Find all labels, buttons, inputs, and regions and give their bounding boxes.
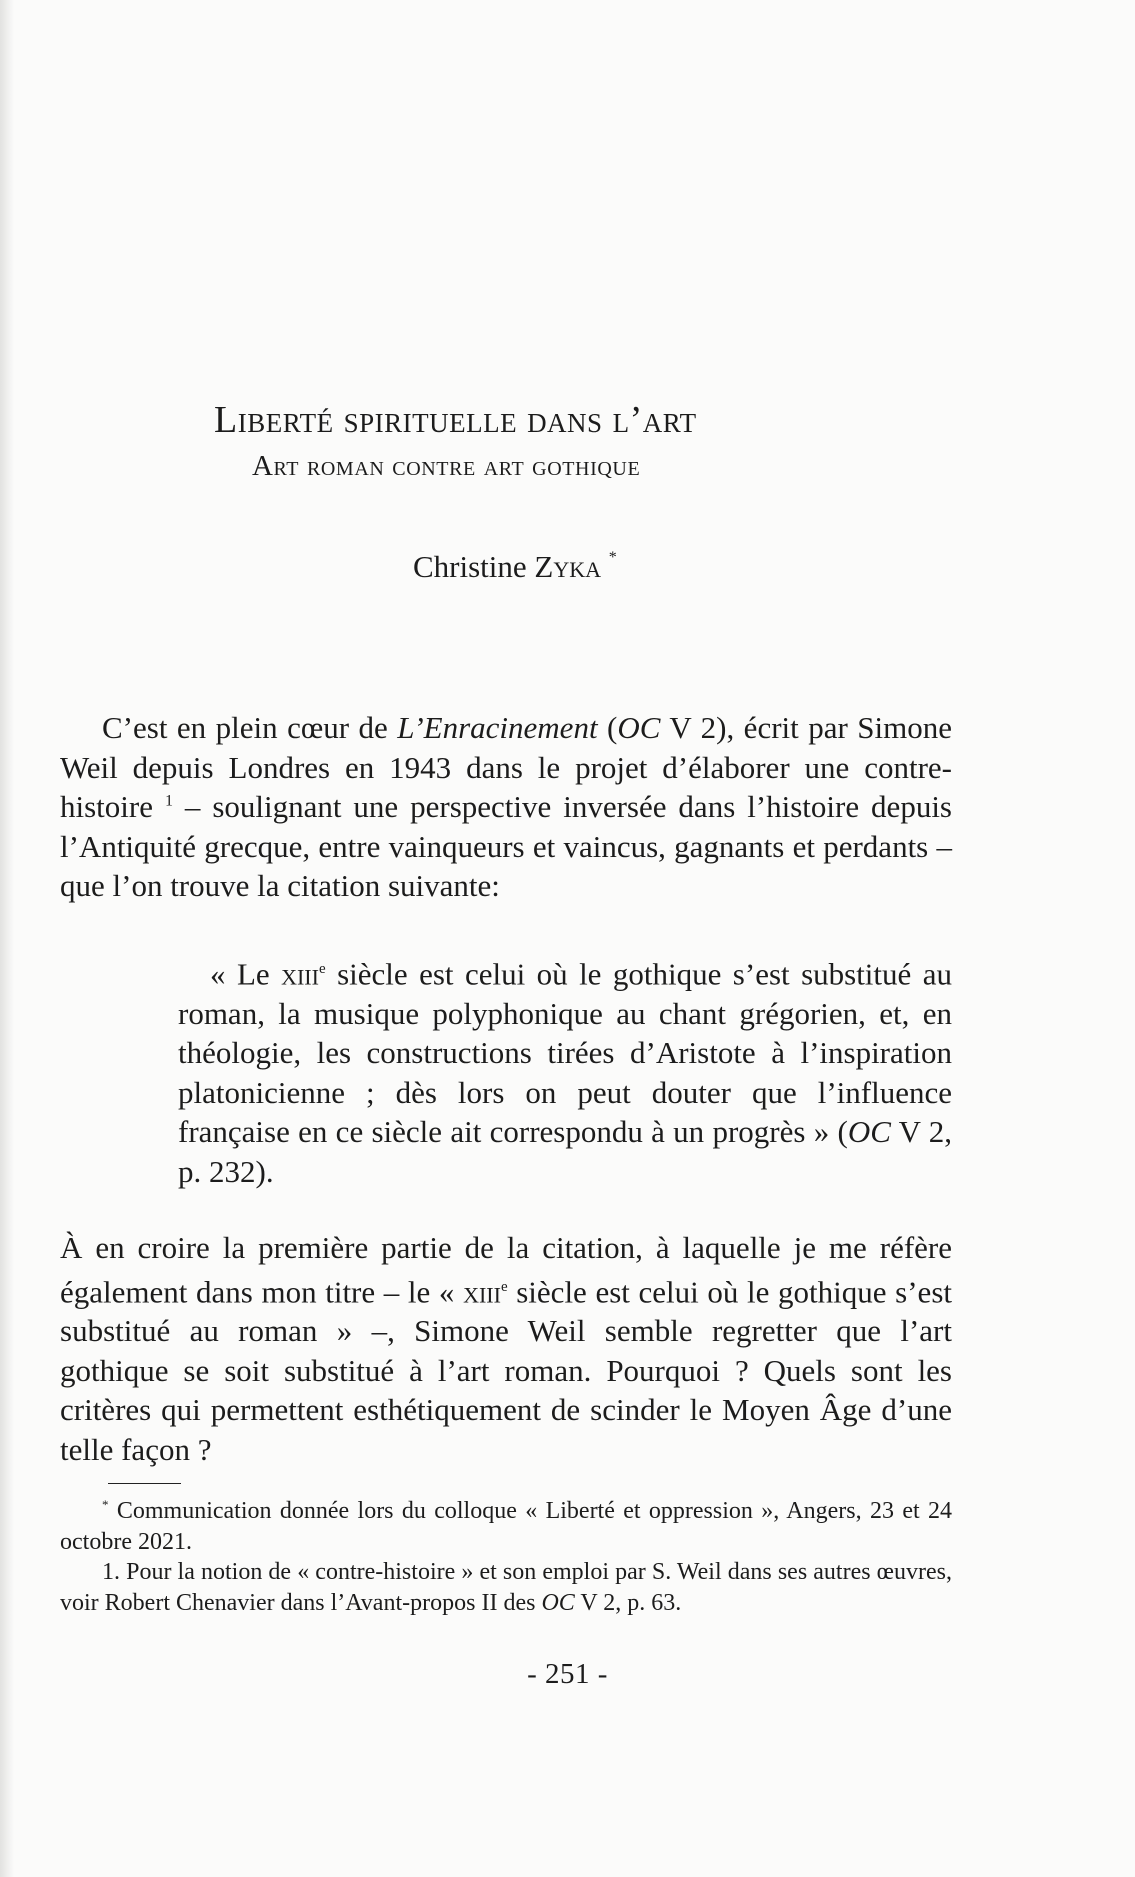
paragraph-1-text: V 2), écrit par Simone Weil depuis Londres en 1943 dans le projet d’élaborer une contre-histoire bbox=[60, 710, 952, 824]
paragraph-1 bbox=[60, 708, 952, 906]
century-numeral: xiii bbox=[281, 956, 319, 992]
footnote-text: Communication donnée lors du colloque « Liberté et oppression », Angers, 23 et 24 octobre 2021. bbox=[60, 1498, 952, 1555]
paragraph-2-text: siècle est celui où le gothique s’est substitué au roman » –, Simone Weil semble regretter que l’art gothique se soit substitué à l’art roman. Pourquoi ? Quels sont les critères qui permettent esthétiquement de scinder le Moyen Âge d’une telle façon ? bbox=[60, 1273, 952, 1467]
page-edge-shadow bbox=[0, 0, 14, 1877]
paragraph-2 bbox=[60, 1228, 952, 1469]
oc-abbreviation: OC bbox=[847, 1114, 891, 1150]
article-title: Liberté spirituelle dans l’art bbox=[214, 399, 697, 441]
footnote-reference: 1 bbox=[164, 792, 173, 810]
paragraph-1-text: ( bbox=[597, 710, 618, 745]
footnote-separator bbox=[108, 1483, 181, 1484]
paragraph-2-text: À en croire la première partie de la citation, à laquelle je me réfère également dans mon titre – le « bbox=[60, 1230, 952, 1309]
century-superscript: e bbox=[318, 961, 326, 977]
article-subtitle: Art roman contre art gothique bbox=[252, 450, 641, 482]
oc-abbreviation: OC bbox=[617, 710, 661, 745]
author-surname: Zyka bbox=[534, 549, 602, 584]
footnote-marker: * bbox=[102, 1497, 109, 1512]
work-title: L’Enracinement bbox=[397, 710, 598, 745]
footnote-text: Pour la notion de « contre-histoire » et son emploi par S. Weil dans ses autres œuvres, voir Robert Chenavier dans l’Avant-propos II des bbox=[60, 1559, 952, 1616]
page-number: - 251 - bbox=[527, 1658, 608, 1690]
quotation-text: V 2, p. 232). bbox=[178, 1114, 952, 1189]
footnote-number: 1. bbox=[102, 1559, 120, 1585]
author-line bbox=[413, 549, 617, 585]
author-given-name: Christine bbox=[413, 549, 527, 584]
footnote-1 bbox=[60, 1557, 952, 1618]
paragraph-1-text: – soulignant une perspective inversée dans l’histoire depuis l’Antiquité grecque, entre vainqueurs et vaincus, gagnants et perdants – que l’on trouve la citation suivante: bbox=[60, 789, 952, 903]
quotation-text: « Le bbox=[210, 956, 282, 992]
paragraph-1-text: C’est en plein cœur de bbox=[102, 710, 398, 745]
author-footnote-marker: * bbox=[608, 548, 617, 566]
quotation-text: siècle est celui où le gothique s’est substitué au roman, la musique polyphonique au chant grégorien, et, en théologie, les constructions tirées d’Aristote à l’inspiration platonicienne ; dès lors on peut douter que l’influence française en ce siècle ait correspondu à un progrès » ( bbox=[178, 956, 952, 1150]
footnote-author bbox=[60, 1490, 952, 1557]
century-superscript: e bbox=[500, 1278, 508, 1295]
footnotes bbox=[60, 1490, 952, 1618]
block-quotation bbox=[178, 950, 952, 1191]
century-numeral: xiii bbox=[463, 1273, 501, 1309]
oc-abbreviation: OC bbox=[541, 1589, 575, 1616]
footnote-text: V 2, p. 63. bbox=[574, 1589, 682, 1616]
